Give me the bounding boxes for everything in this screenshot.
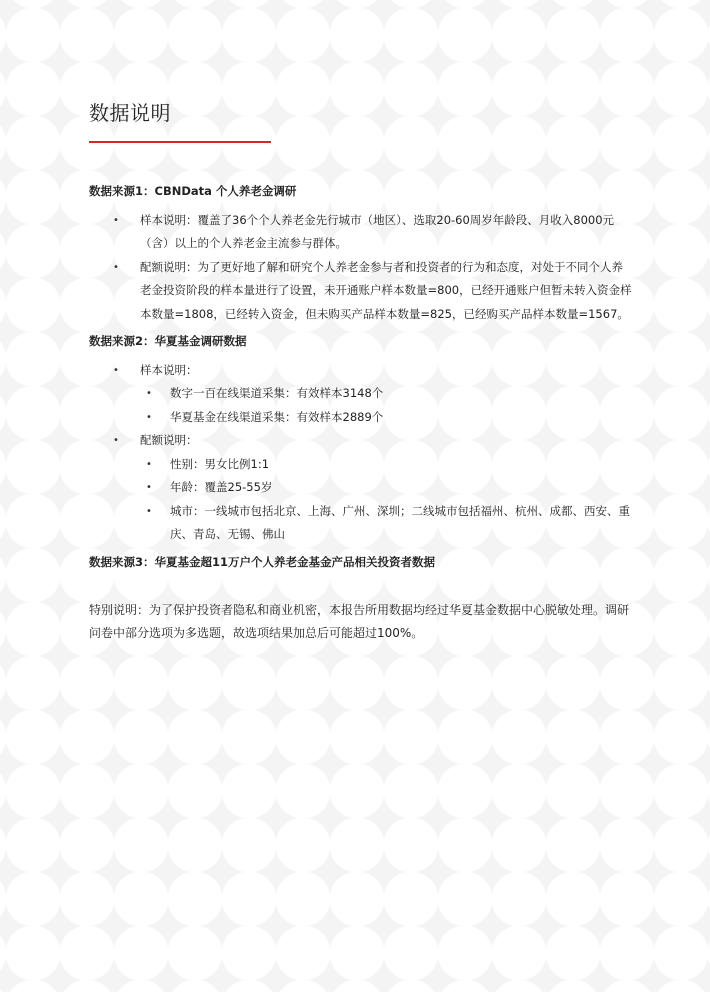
page-title: 数据说明 — [89, 101, 171, 125]
source1-heading: 数据来源1：CBNData 个人养老金调研 — [89, 184, 297, 198]
source1-quota-item: • 配额说明：为了更好地了解和研究个人养老金参与者和投资者的行为和态度，对处于不同个人养老金投资阶段的样本量进行了设置，未开通账户样本数量=800，已经开通账户但暂未转入资金样本数量=1808，已经转入资金，但未购买产品样本数量=825，已经购买产品样本数量=1567。 — [140, 256, 634, 327]
source2-sample-subitem: • 华夏基金在线渠道采集：有效样本2889个 — [170, 406, 634, 430]
source2-sample-label-text: 样本说明： — [140, 362, 198, 377]
source2-sample-label — [140, 359, 634, 430]
source2-sample-subitem: • 数字一百在线渠道采集：有效样本3148个 — [170, 382, 634, 406]
title-underline — [89, 141, 271, 143]
source2-sample-sublist — [140, 382, 634, 429]
source2-quota-label — [140, 429, 634, 547]
special-note: 特别说明：为了保护投资者隐私和商业机密，本报告所用数据均经过华夏基金数据中心脱敏处理。调研问卷中部分选项为多选题，故选项结果加总后可能超过100%。 — [89, 603, 630, 640]
source1-list — [89, 209, 634, 327]
source2-quota-label-text: 配额说明： — [140, 433, 198, 447]
source2-quota-subitem: • 城市：一线城市包括北京、上海、广州、深圳；二线城市包括福州、杭州、成都、西安、重庆、青岛、无锡、佛山 — [170, 500, 634, 547]
source2-quota-subitem: • 年龄：覆盖25-55岁 — [170, 476, 634, 500]
source1-sample-item: • 样本说明：覆盖了36个个人养老金先行城市（地区）、选取20-60周岁年龄段、月收入8000元（含）以上的个人养老金主流参与群体。 — [140, 209, 634, 256]
source3-heading: 数据来源3：华夏基金超11万户个人养老金基金产品相关投资者数据 — [89, 554, 436, 569]
content-body — [89, 180, 634, 657]
source2-quota-subitem: • 性别：男女比例1:1 — [170, 453, 634, 477]
source2-heading: 数据来源2：华夏基金调研数据 — [89, 334, 247, 348]
source2-list — [89, 359, 634, 547]
source2-quota-sublist — [140, 453, 634, 547]
